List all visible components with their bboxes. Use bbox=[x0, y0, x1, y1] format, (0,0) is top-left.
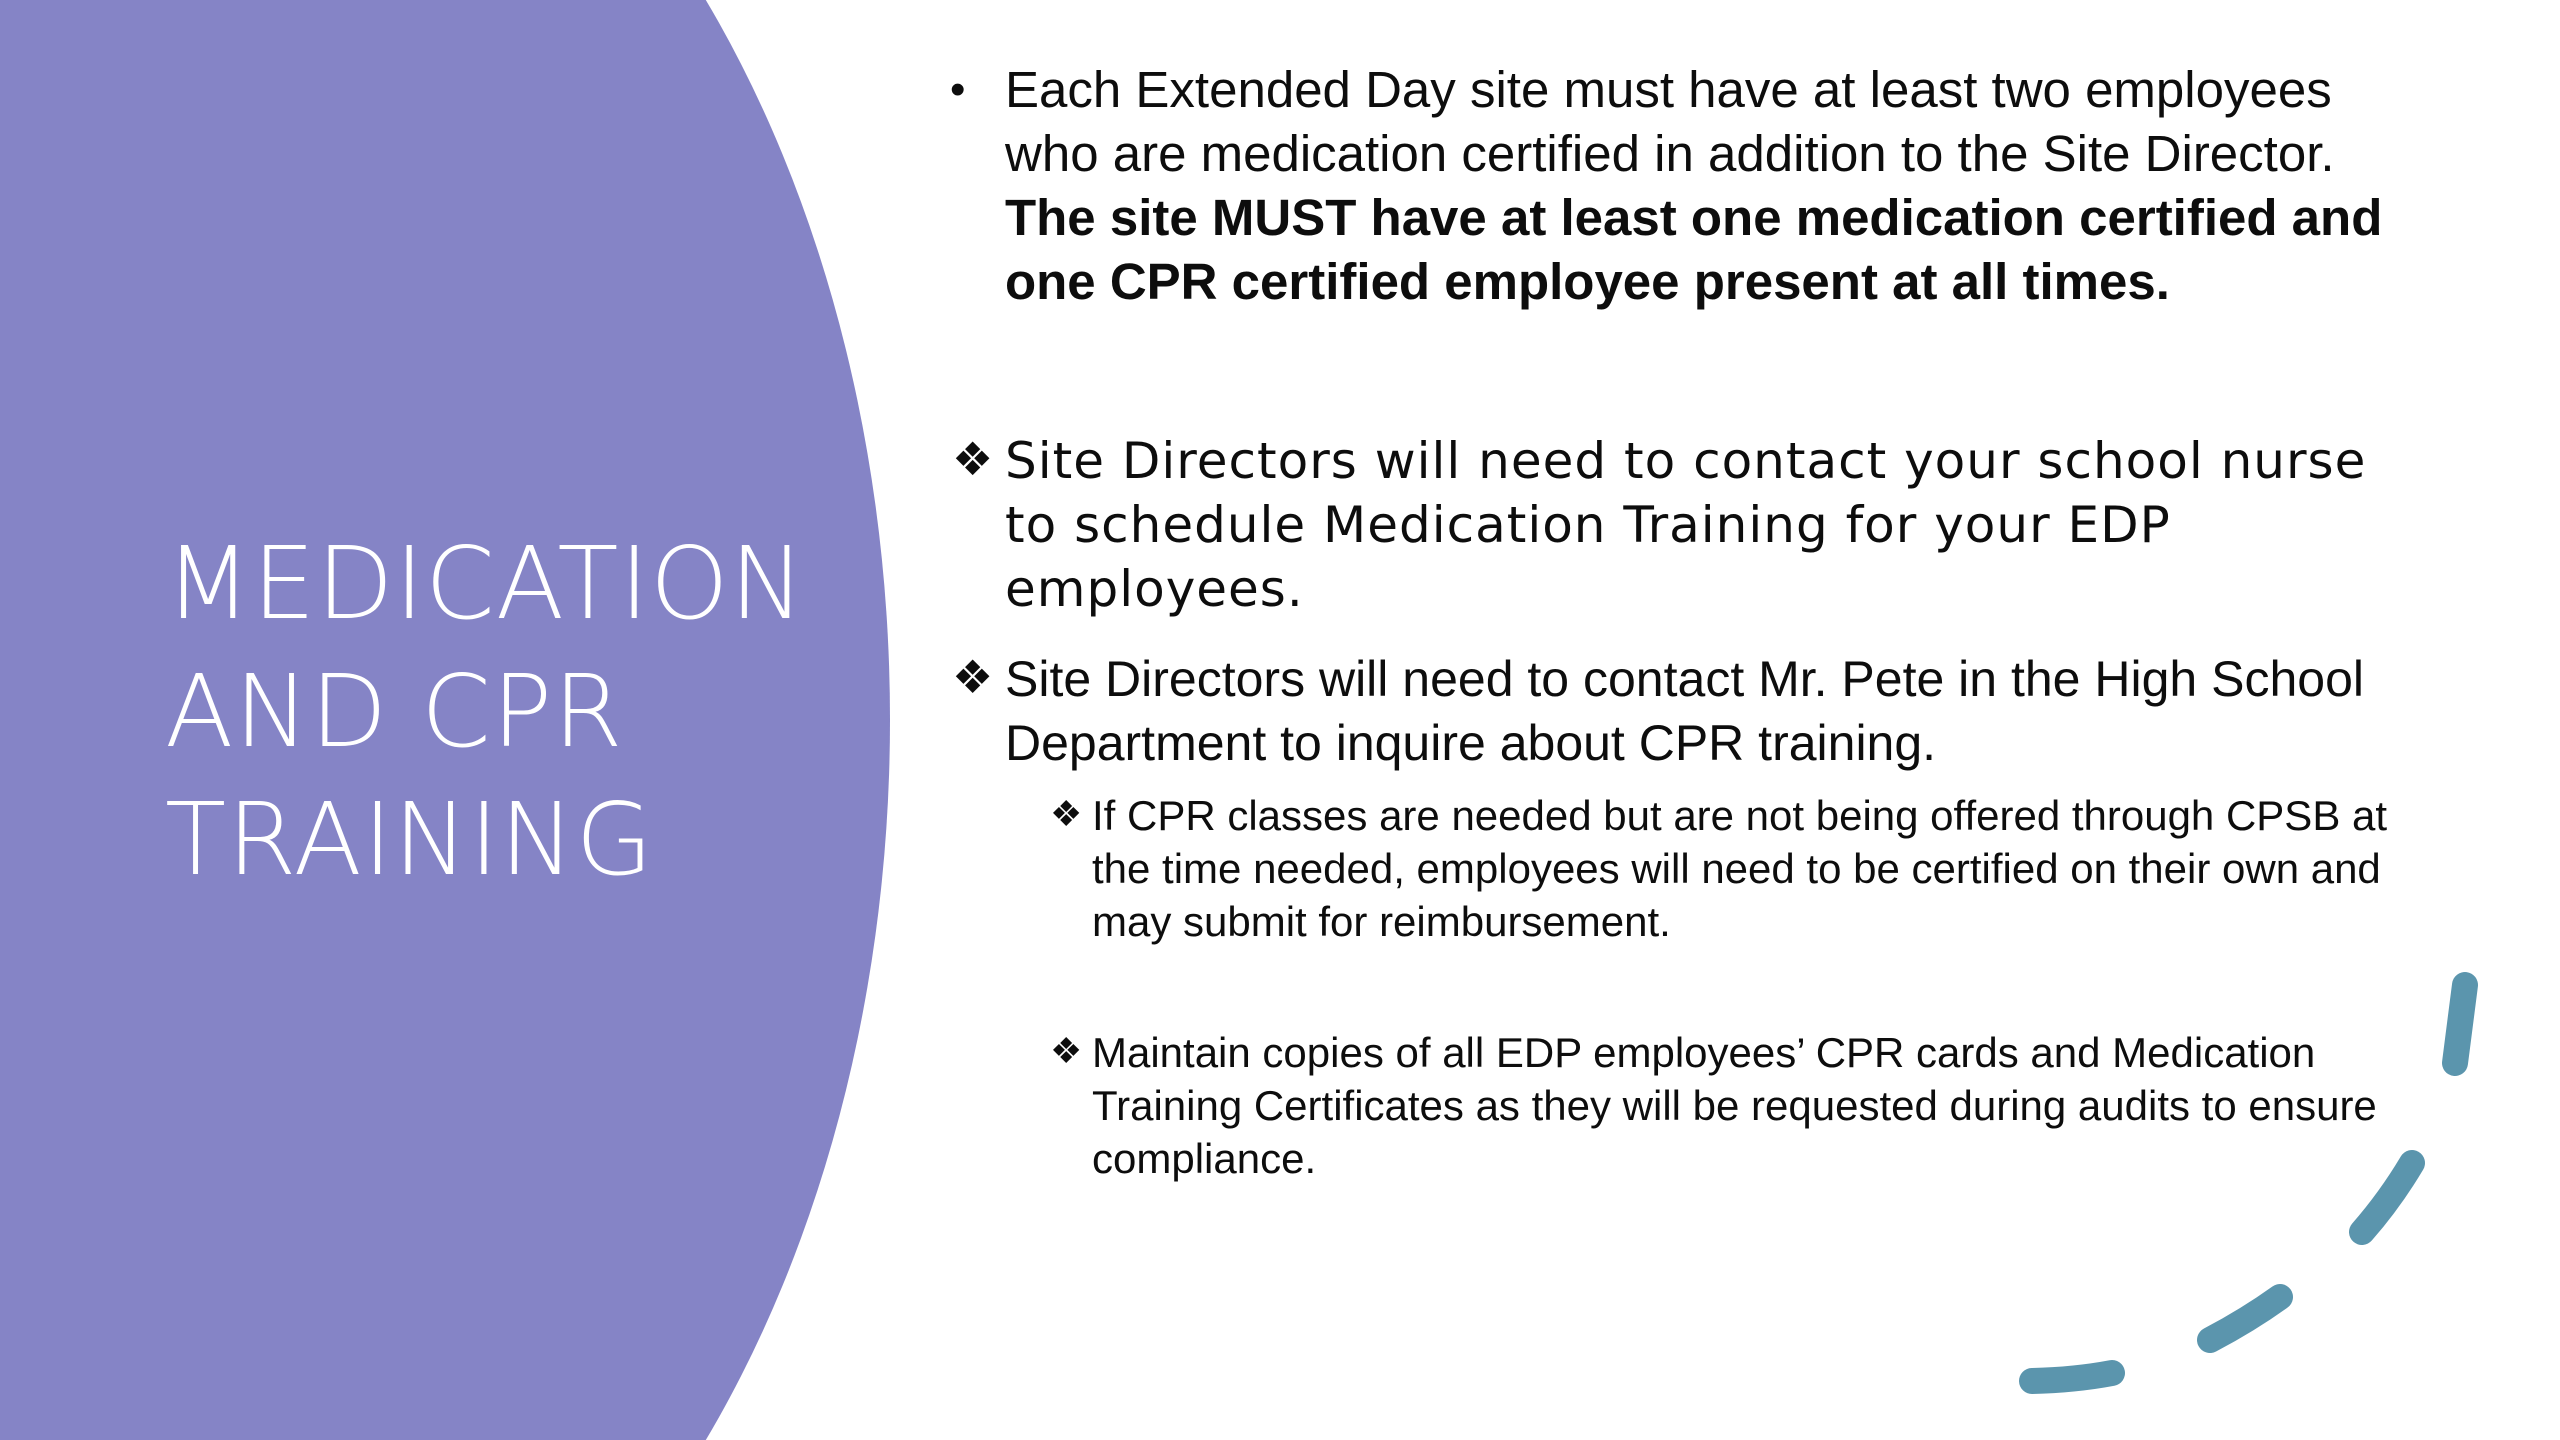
diamond-bullet-icon: ❖ bbox=[1050, 793, 1083, 834]
bullet-text: Site Directors will need to contact Mr. Pete in the High School Department to inquire about CPR training. bbox=[1005, 651, 2364, 771]
slide-body bbox=[950, 58, 2400, 1185]
bullet-text-regular: Each Extended Day site must have at least two employees who are medication certified in addition to the Site Director. bbox=[1005, 61, 2335, 182]
diamond-bullet-icon: ❖ bbox=[952, 651, 994, 703]
arc-dash-4 bbox=[2032, 1373, 2112, 1381]
title-line-2: AND CPR bbox=[165, 653, 624, 770]
bullet-text-bold: The site MUST have at least one medication certified and one CPR certified employee present at all times. bbox=[1005, 189, 2383, 310]
bullet-site-certification bbox=[950, 58, 2400, 314]
arc-dash-1 bbox=[2455, 985, 2465, 1063]
slide-title bbox=[165, 520, 865, 904]
sub-bullet-reimbursement bbox=[1050, 789, 2400, 948]
title-line-1: MEDICATION bbox=[165, 525, 806, 642]
diamond-bullet-icon: ❖ bbox=[952, 432, 995, 486]
arc-dash-3 bbox=[2210, 1297, 2280, 1340]
diamond-bullet-icon: ❖ bbox=[1050, 1030, 1083, 1071]
bullet-text: If CPR classes are needed but are not being offered through CPSB at the time needed, employees will need to be certified on their own and may submit for reimbursement. bbox=[1092, 792, 2388, 945]
bullet-dot-icon: • bbox=[950, 65, 966, 114]
sub-bullet-maintain-copies bbox=[1050, 1026, 2400, 1185]
title-line-3: TRAINING bbox=[165, 781, 655, 898]
bullet-text: Maintain copies of all EDP employees’ CPR cards and Medication Training Certificates as they will be requested during audits to ensure compliance. bbox=[1092, 1029, 2377, 1182]
bullet-school-nurse bbox=[950, 429, 2400, 621]
bullet-cpr-contact bbox=[950, 647, 2400, 775]
bullet-text: Site Directors will need to contact your school nurse to schedule Medication Training for your EDP employees. bbox=[1005, 432, 2367, 618]
